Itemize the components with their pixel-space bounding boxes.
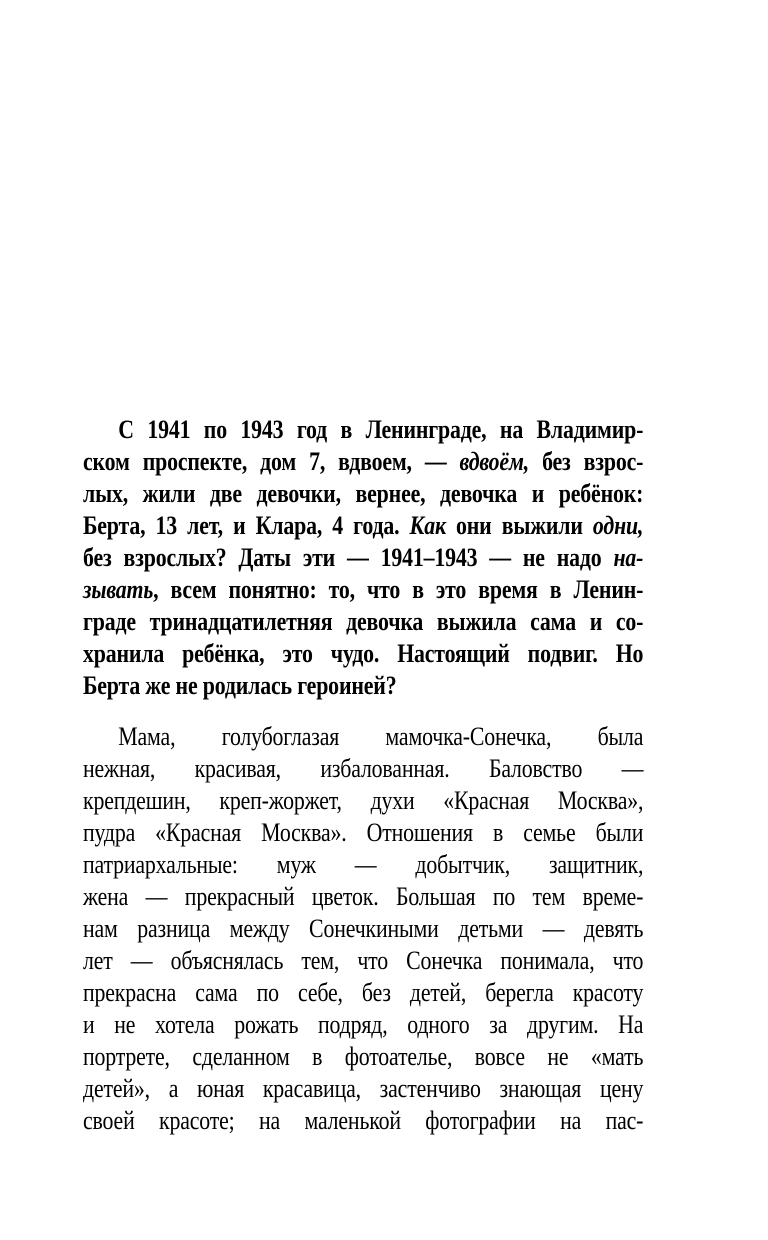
text-line — [83, 574, 643, 606]
text-block — [83, 414, 643, 1137]
text-segment: граде тринадцатилетняя девочка выжила сама и со- — [83, 607, 644, 636]
text-segment: Берта же не родилась героиней? — [83, 671, 397, 700]
text-line — [83, 446, 643, 478]
text-segment: без взрос- — [529, 447, 644, 476]
text-segment: они выжили — [445, 511, 593, 540]
text-segment: на- — [613, 543, 644, 572]
text-line — [83, 977, 643, 1009]
text-segment: вдвоём, — [459, 447, 530, 476]
text-line — [83, 478, 643, 510]
text-segment: и не хотела рожать подряд, одного за другим. На — [83, 1010, 644, 1039]
text-line — [83, 1041, 643, 1073]
text-segment: зывать — [83, 575, 154, 604]
text-segment: детей», а юная красавица, застенчиво знающая цену — [83, 1074, 644, 1103]
text-segment: пудра «Красная Москва». Отношения в семье были — [83, 818, 644, 847]
text-line — [83, 913, 643, 945]
text-segment: жена — прекрасный цветок. Большая по тем време- — [83, 882, 644, 911]
text-line — [83, 721, 643, 753]
text-segment: , всем понятно: то, что в это время в Ленин- — [153, 575, 644, 604]
intro-paragraph — [83, 414, 643, 702]
text-segment: лых, жили две девочки, вернее, девочка и ребёнок: — [83, 479, 644, 508]
text-segment: нежная, красивая, избалованная. Баловство — — [83, 754, 644, 783]
text-segment: С 1941 по 1943 год в Ленинграде, на Владимир- — [118, 415, 644, 444]
text-segment: лет — объяснялась тем, что Сонечка понимала, что — [83, 946, 644, 975]
text-line — [83, 817, 643, 849]
text-line — [83, 1009, 643, 1041]
text-segment: Мама, голубоглазая мамочка-Сонечка, была — [118, 722, 644, 751]
text-line — [83, 542, 643, 574]
text-segment: патриархальные: муж — добытчик, защитник, — [83, 850, 644, 879]
text-line — [83, 1105, 643, 1137]
mama-paragraph — [83, 721, 643, 1137]
text-segment: нам разница между Сонечкиными детьми — девять — [83, 914, 644, 943]
text-line — [83, 670, 643, 702]
text-segment: Как — [409, 511, 446, 540]
text-line — [83, 881, 643, 913]
text-segment: прекрасна сама по себе, без детей, берегла красоту — [83, 978, 644, 1007]
text-line — [83, 849, 643, 881]
text-segment: одни, — [592, 511, 644, 540]
text-line — [83, 606, 643, 638]
text-line — [83, 1073, 643, 1105]
text-segment: крепдешин, креп-жоржет, духи «Красная Москва», — [83, 786, 644, 815]
text-segment: хранила ребёнка, это чудо. Настоящий подвиг. Но — [83, 639, 644, 668]
text-line — [83, 510, 643, 542]
text-line — [83, 638, 643, 670]
text-line — [83, 753, 643, 785]
text-segment: ском проспекте, дом 7, вдвоем, — — [83, 447, 460, 476]
text-segment: своей красоте; на маленькой фотографии на пас- — [83, 1106, 644, 1135]
text-line — [83, 414, 643, 446]
text-segment: Берта, 13 лет, и Клара, 4 года. — [83, 511, 410, 540]
text-line — [83, 785, 643, 817]
text-segment: портрете, сделанном в фотоателье, вовсе не «мать — [83, 1042, 644, 1071]
text-segment: без взрослых? Даты эти — 1941–1943 — не надо — [83, 543, 614, 572]
text-line — [83, 945, 643, 977]
